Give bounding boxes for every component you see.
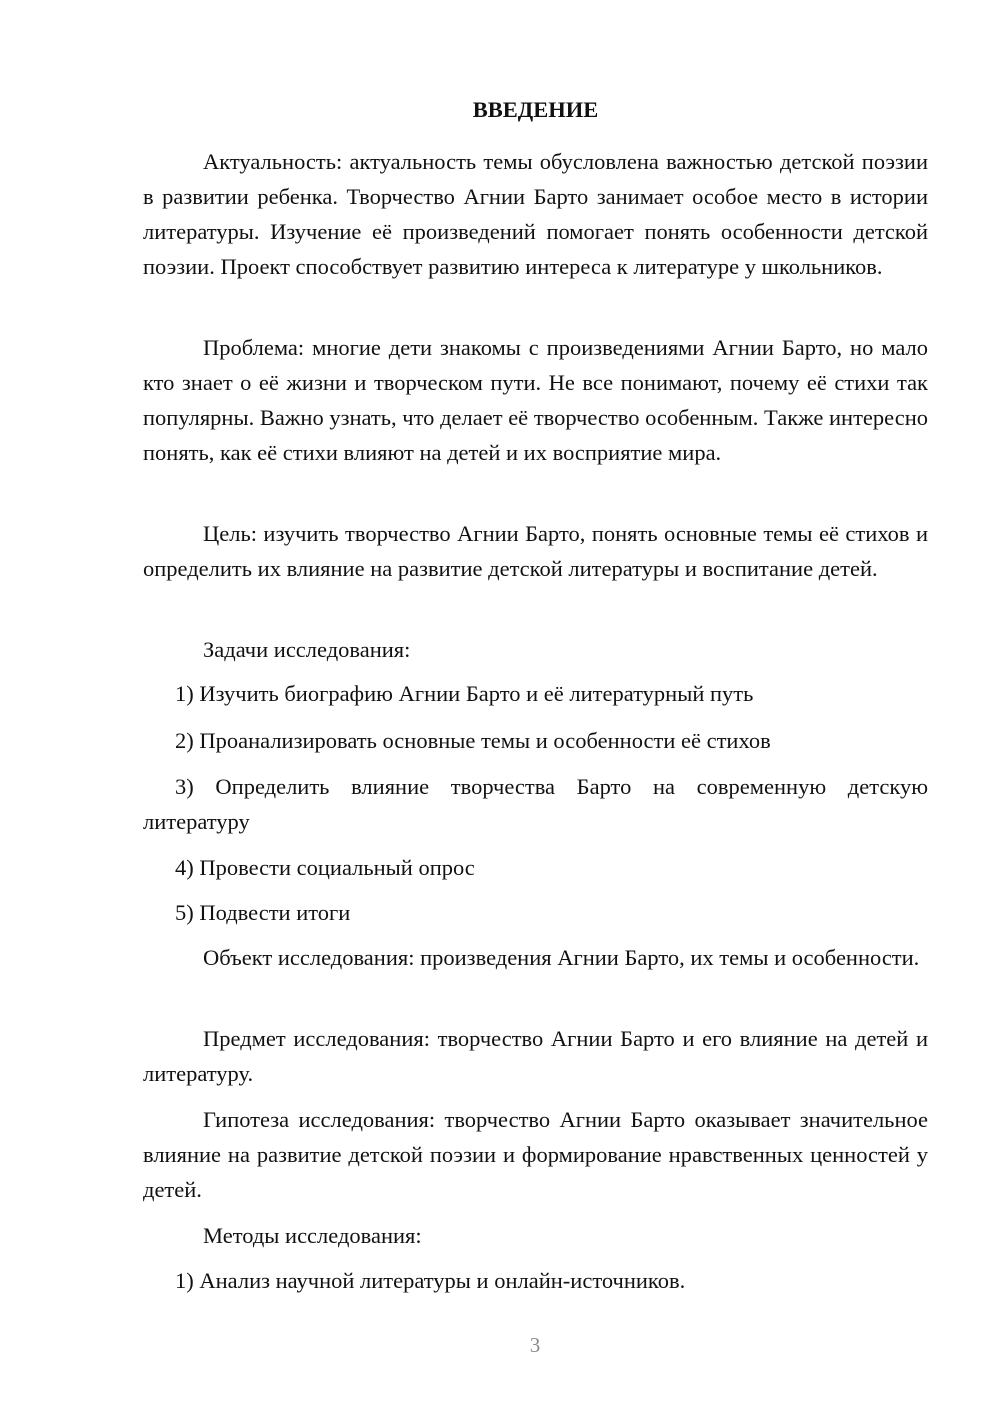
task-item-1: 1) Изучить биографию Агнии Барто и её литературный путь xyxy=(175,681,754,706)
hypothesis-paragraph: Гипотеза исследования: творчество Агнии Барто оказывает значительное влияние на развитие детской поэзии и формирование нравственных ценностей у детей. xyxy=(143,1107,928,1202)
method-item-1: 1) Анализ научной литературы и онлайн-источников. xyxy=(175,1268,686,1293)
page-number: 3 xyxy=(529,1333,541,1357)
tasks-heading: Задачи исследования: xyxy=(203,637,411,662)
section-title: ВВЕДЕНИЕ xyxy=(472,97,599,122)
task-item-4: 4) Провести социальный опрос xyxy=(175,855,475,880)
subject-paragraph: Предмет исследования: творчество Агнии Барто и его влияние на детей и литературу. xyxy=(143,1026,928,1086)
task-item-2: 2) Проанализировать основные темы и особенности её стихов xyxy=(175,728,771,753)
task-item-3: 3) Определить влияние творчества Барто на современную детскую литературу xyxy=(143,774,928,834)
relevance-paragraph: Актуальность: актуальность темы обусловлена важностью детской поэзии в развитии ребенка. Творчество Агнии Барто занимает особое место в истории литературы. Изучение её произведений помогает понять особенности детской поэзии. Проект способствует развитию интереса к литературе у школьников. xyxy=(143,149,928,279)
object-paragraph: Объект исследования: произведения Агнии Барто, их темы и особенности. xyxy=(203,945,920,970)
problem-paragraph: Проблема: многие дети знакомы с произведениями Агнии Барто, но мало кто знает о её жизни и творческом пути. Не все понимают, почему её стихи так популярны. Важно узнать, что делает её творчество особенным. Также интересно понять, как её стихи влияют на детей и их восприятие мира. xyxy=(143,335,928,465)
methods-heading: Методы исследования: xyxy=(203,1223,422,1248)
goal-paragraph: Цель: изучить творчество Агнии Барто, понять основные темы её стихов и определить их влияние на развитие детской литературы и воспитание детей. xyxy=(143,521,928,581)
task-item-5: 5) Подвести итоги xyxy=(175,900,351,925)
